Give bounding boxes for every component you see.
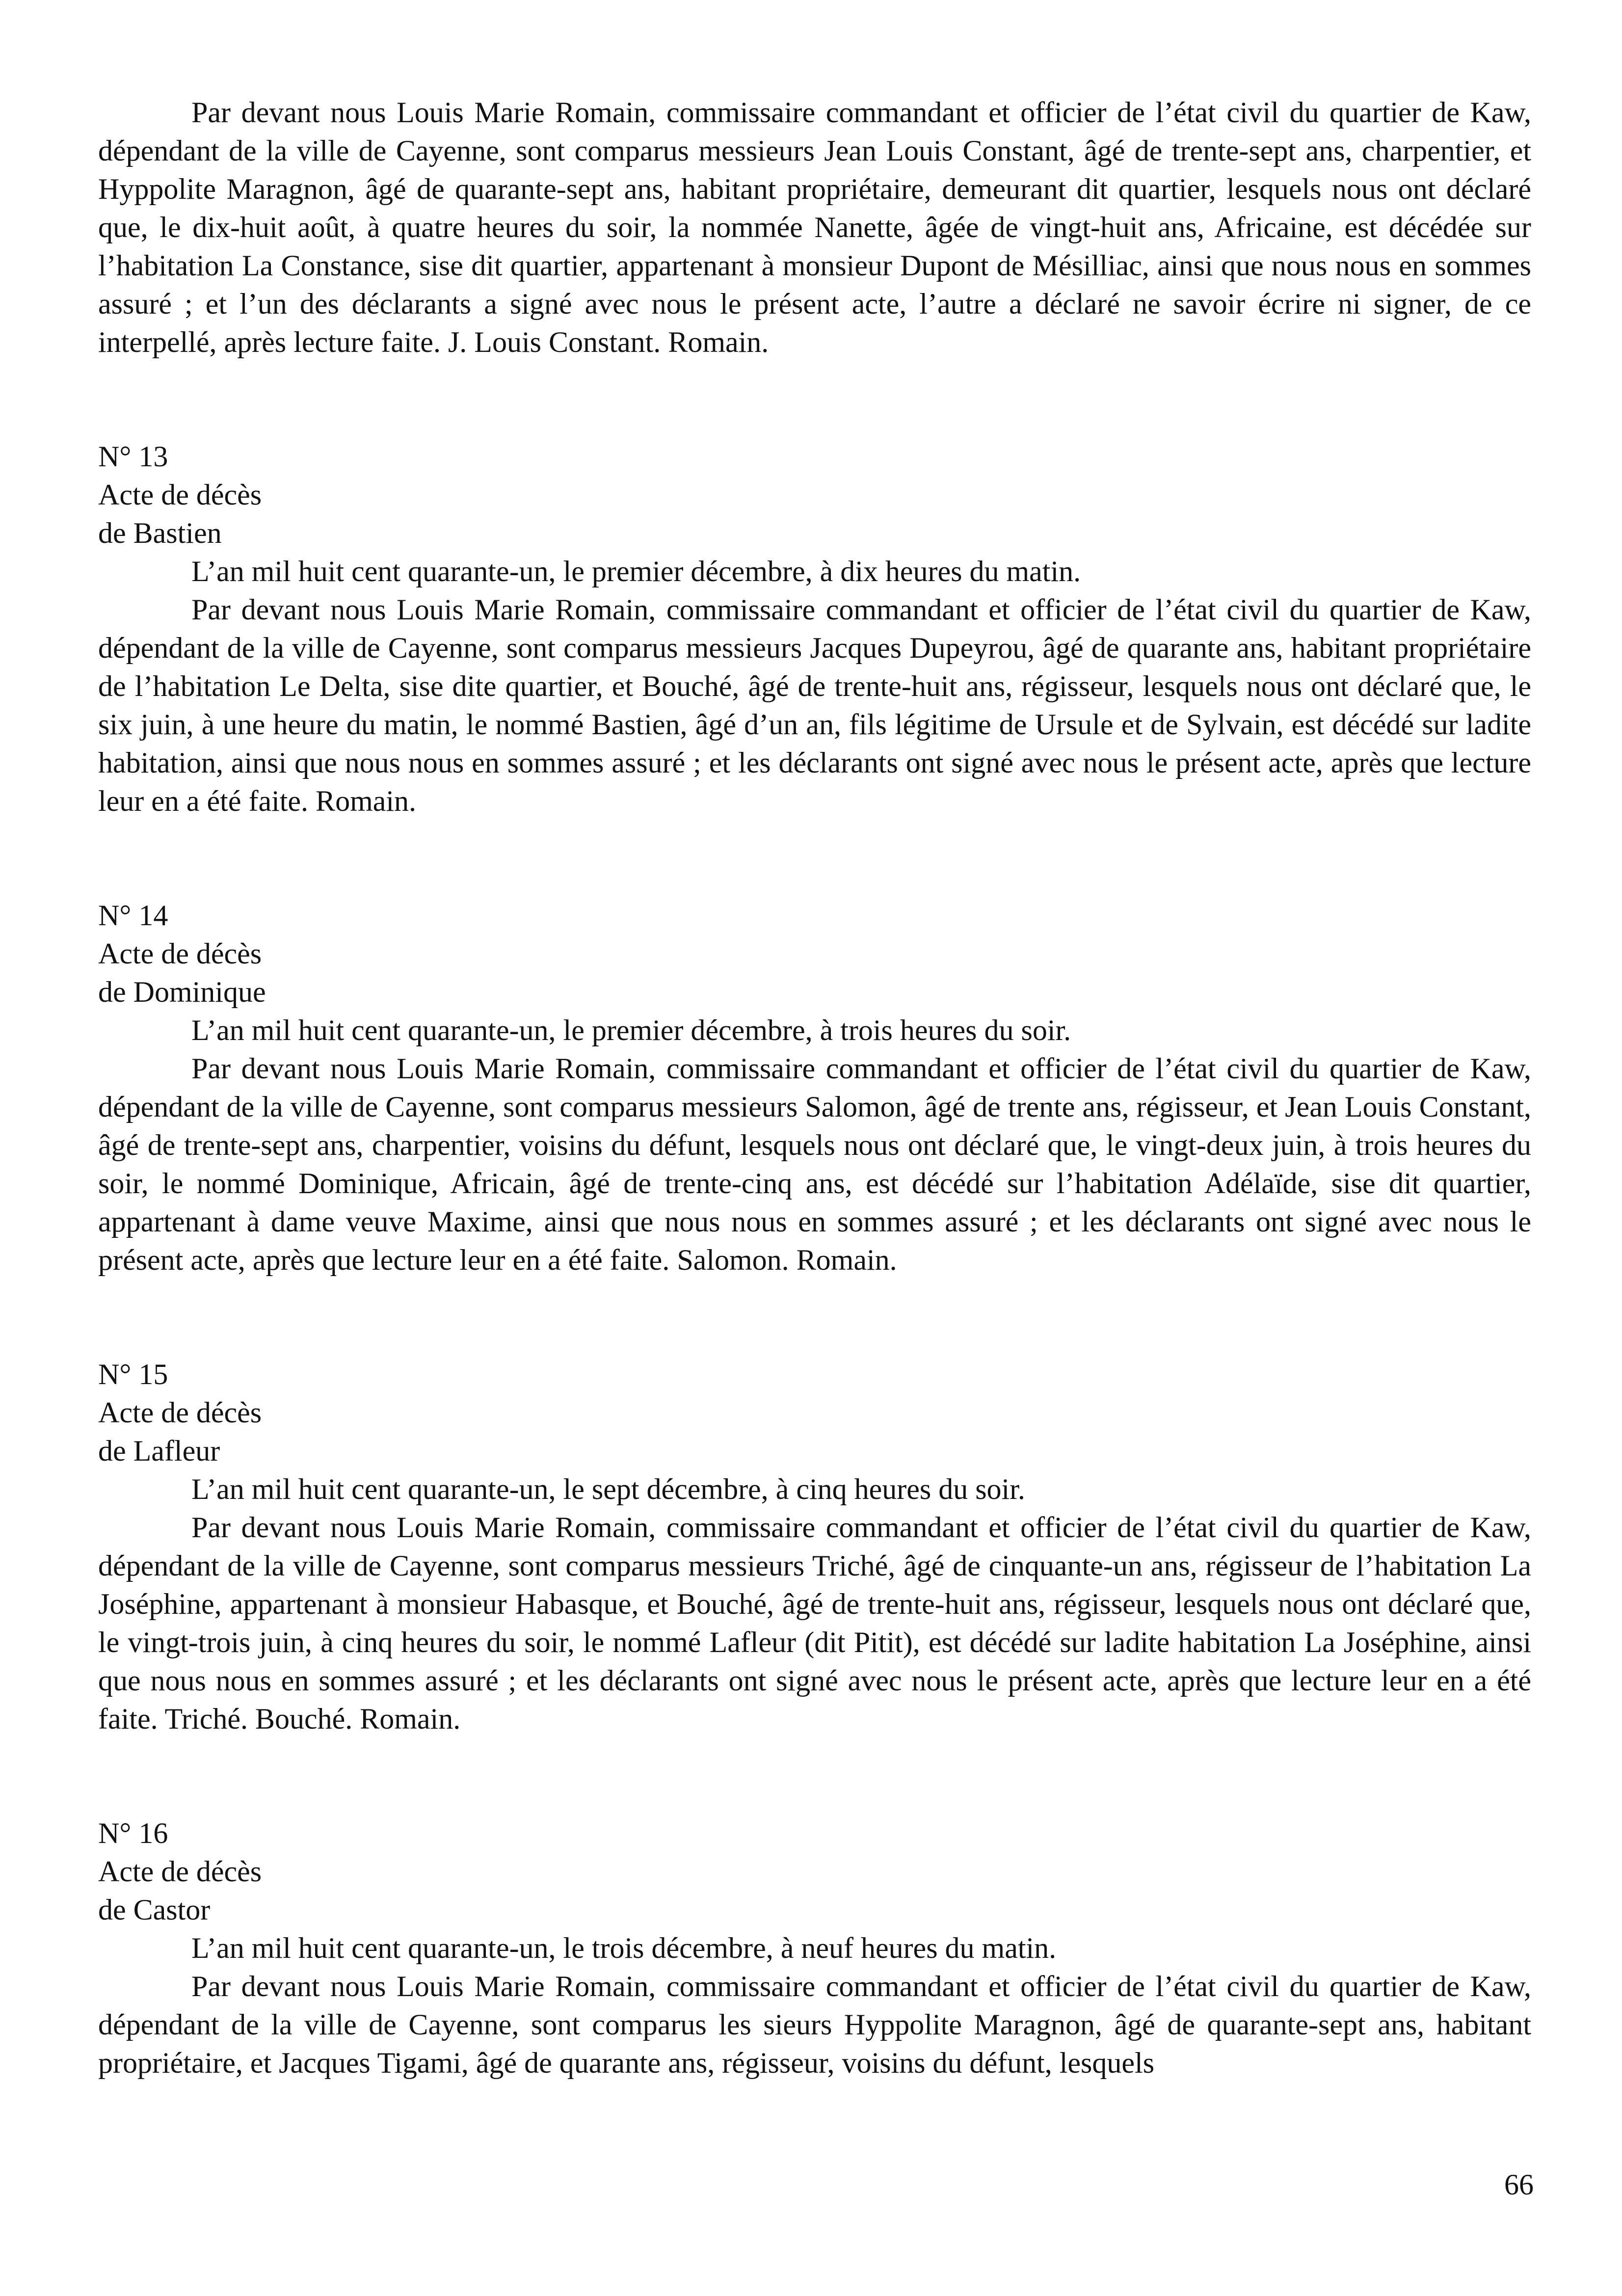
entry-15 xyxy=(98,1355,1531,1738)
entry-number: N° 15 xyxy=(98,1358,168,1390)
entry-number: N° 14 xyxy=(98,899,168,932)
entry-name-line: de Bastien xyxy=(98,517,222,549)
intro-paragraph: Par devant nous Louis Marie Romain, commissaire commandant et officier de l’état civil du quartier de Kaw, dépendant de la ville de Cayenne, sont comparus messieurs Jean Louis Constant, âgé de trente-sept ans, charpentier, et Hyppolite Maragnon, âgé de quarante-sept ans, habitant propriétaire, demeurant dit quartier, lesquels nous ont déclaré que, le dix-huit août, à quatre heures du soir, la nommée Nanette, âgée de vingt-huit ans, Africaine, est décédée sur l’habitation La Constance, sise dit quartier, appartenant à monsieur Dupont de Mésilliac, ainsi que nous nous en sommes assuré ; et l’un des déclarants a signé avec nous le présent acte, l’autre a déclaré ne savoir écrire ni signer, de ce interpellé, après lecture faite. J. Louis Constant. Romain. xyxy=(98,96,1531,358)
entry-body: Par devant nous Louis Marie Romain, commissaire commandant et officier de l’état civil du quartier de Kaw, dépendant de la ville de Cayenne, sont comparus les sieurs Hyppolite Maragnon, âgé de quarante-sept ans, habitant propriétaire, et Jacques Tigami, âgé de quarante ans, régisseur, voisins du défunt, lesquels xyxy=(98,1970,1531,2079)
entry-body: Par devant nous Louis Marie Romain, commissaire commandant et officier de l’état civil du quartier de Kaw, dépendant de la ville de Cayenne, sont comparus messieurs Triché, âgé de cinquante-un ans, régisseur de l’habitation La Joséphine, appartenant à monsieur Habasque, et Bouché, âgé de trente-huit ans, régisseur, lesquels nous ont déclaré que, le vingt-trois juin, à cinq heures du soir, le nommé Lafleur (dit Pitit), est décédé sur ladite habitation La Joséphine, ainsi que nous nous en sommes assuré ; et les déclarants ont signé avec nous le présent acte, après que lecture leur en a été faite. Triché. Bouché. Romain. xyxy=(98,1511,1531,1735)
document-body xyxy=(98,93,1531,2082)
entry-14 xyxy=(98,896,1531,1279)
entry-date-line: L’an mil huit cent quarante-un, le trois décembre, à neuf heures du matin. xyxy=(191,1932,1057,1964)
page-number: 66 xyxy=(1504,2168,1534,2201)
entry-act-type: Acte de décès xyxy=(98,937,262,970)
entry-date-line: L’an mil huit cent quarante-un, le premier décembre, à dix heures du matin. xyxy=(191,555,1081,587)
entry-name-line: de Castor xyxy=(98,1894,211,1926)
entry-act-type: Acte de décès xyxy=(98,479,262,511)
entry-date-line: L’an mil huit cent quarante-un, le sept décembre, à cinq heures du soir. xyxy=(191,1473,1025,1505)
entry-body: Par devant nous Louis Marie Romain, commissaire commandant et officier de l’état civil du quartier de Kaw, dépendant de la ville de Cayenne, sont comparus messieurs Jacques Dupeyrou, âgé de quarante ans, habitant propriétaire de l’habitation Le Delta, sise dite quartier, et Bouché, âgé de trente-huit ans, régisseur, lesquels nous ont déclaré que, le six juin, à une heure du matin, le nommé Bastien, âgé d’un an, fils légitime de Ursule et de Sylvain, est décédé sur ladite habitation, ainsi que nous nous en sommes assuré ; et les déclarants ont signé avec nous le présent acte, après que lecture leur en a été faite. Romain. xyxy=(98,593,1531,817)
entry-16 xyxy=(98,1814,1531,2082)
entry-number: N° 16 xyxy=(98,1817,168,1849)
entry-body: Par devant nous Louis Marie Romain, commissaire commandant et officier de l’état civil du quartier de Kaw, dépendant de la ville de Cayenne, sont comparus messieurs Salomon, âgé de trente ans, régisseur, et Jean Louis Constant, âgé de trente-sept ans, charpentier, voisins du défunt, lesquels nous ont déclaré que, le vingt-deux juin, à trois heures du soir, le nommé Dominique, Africain, âgé de trente-cinq ans, est décédé sur l’habitation Adélaïde, sise dit quartier, appartenant à dame veuve Maxime, ainsi que nous nous en sommes assuré ; et les déclarants ont signé avec nous le présent acte, après que lecture leur en a été faite. Salomon. Romain. xyxy=(98,1052,1531,1276)
entry-date-line: L’an mil huit cent quarante-un, le premier décembre, à trois heures du soir. xyxy=(191,1014,1071,1046)
entry-act-type: Acte de décès xyxy=(98,1396,262,1429)
entry-number: N° 13 xyxy=(98,440,168,473)
entry-name-line: de Dominique xyxy=(98,976,266,1008)
entry-act-type: Acte de décès xyxy=(98,1855,262,1888)
entry-13 xyxy=(98,437,1531,820)
entry-name-line: de Lafleur xyxy=(98,1435,220,1467)
